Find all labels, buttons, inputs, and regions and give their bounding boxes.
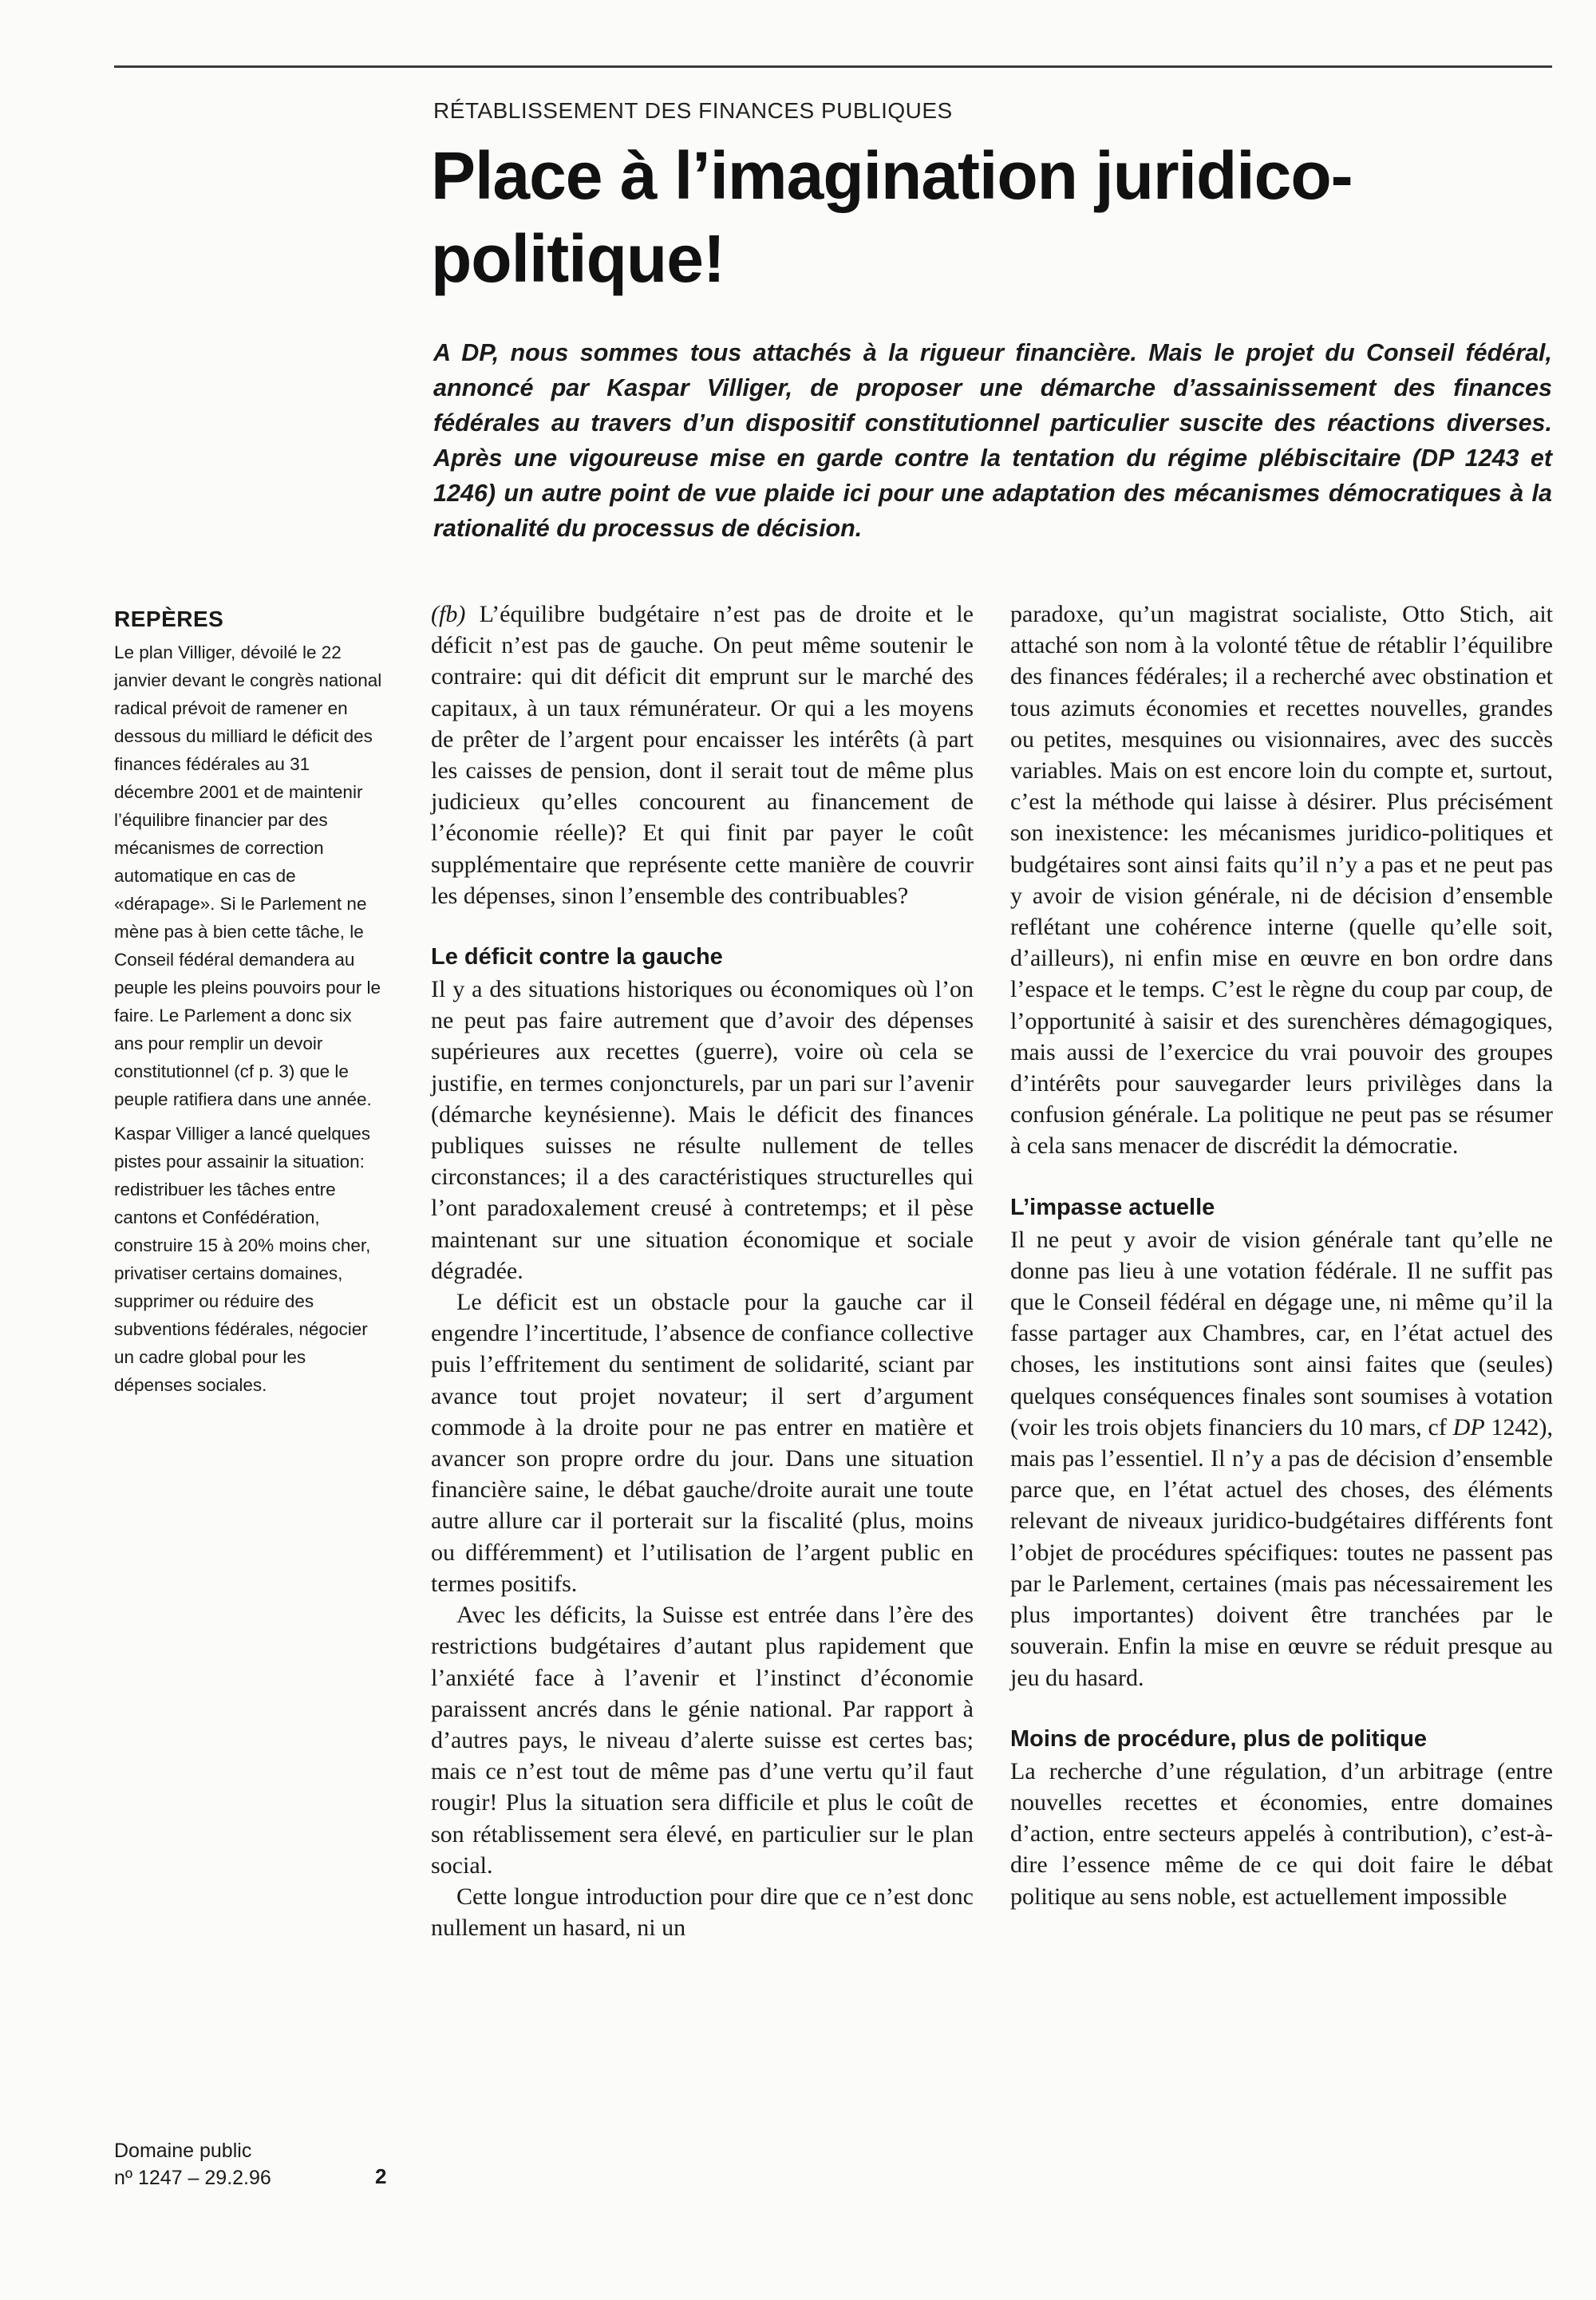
article-lead: A DP, nous sommes tous attachés à la rigueur financière. Mais le projet du Conseil fédéral, annoncé par Kaspar Villiger, de proposer une démarche d’assainissement des finances fédérales au travers d’un dispositif constitutionnel particulier suscite des réactions diverses. Après une vigoureuse mise en garde contre la tentation du régime plébiscitaire (DP 1243 et 1246) un autre point de vue plaide ici pour une adaptation des mécanismes démocratiques à la rationalité du processus de décision. (433, 339, 1552, 542)
body-text: Il ne peut y avoir de vision générale tant qu’elle ne donne pas lieu à une votation fédérale. Il ne suffit pas que le Conseil fédéral en dégage une, ni même qu’il la fasse partager aux Chambres, car, en l’état actuel des choses, les institutions sont ainsi faites que (seules) quelques conséquences finales sont soumises à votation (voir les trois objets financiers du 10 mars, cf (1010, 1226, 1553, 1440)
page-number: 2 (375, 2164, 387, 2188)
sidebar-paragraph: Le plan Villiger, dévoilé le 22 janvier devant le congrès national radical prévoit de ramener en dessous du milliard le déficit des finances fédérales au 31 décembre 2001 et de maintenir l’équilibre financier par des mécanismes de correction automatique en cas de «dérapage». Si le Parlement ne mène pas à bien cette tâche, le Conseil fédéral demandera au peuple les pleins pouvoirs pour le faire. Le Parlement a donc six ans pour remplir un devoir constitutionnel (cf p. 3) que le peuple ratifiera dans une année. (114, 642, 382, 1109)
article-column-1 (431, 599, 974, 1943)
publication-footer (114, 2137, 271, 2191)
body-text: 1242), mais pas l’essentiel. Il n’y a pas de décision d’ensemble parce que, en l’état actuel des choses, des éléments relevant de niveaux juridico-budgétaires différents font l’objet de procédures spécifiques: toutes ne passent pas par le Parlement, certaines (mais pas nécessairement les plus importantes) doivent être tranchées par le souverain. Enfin la mise en œuvre se réduit presque au jeu du hasard. (1010, 1413, 1553, 1691)
section-kicker: RÉTABLISSEMENT DES FINANCES PUBLIQUES (433, 98, 953, 123)
article-title: Place à l’imagination juridico-politique! (431, 138, 1353, 296)
body-paragraph: Le déficit est un obstacle pour la gauche car il engendre l’incertitude, l’absence de confiance collective puis l’effritement du sentiment de solidarité, sciant par avance tout projet novateur; il sert d’argument commode à la droite pour ne pas entrer en matière et avancer son propre ordre du jour. Dans une situation financière saine, le débat gauche/droite aurait une toute autre allure car il porterait sur la fiscalité (plus, moins ou différemment) et l’utilisation de l’argent public en termes positifs. (431, 1289, 974, 1597)
intro-text: L’équilibre budgétaire n’est pas de droite et le déficit n’est pas de gauche. On peut même soutenir le contraire: qui dit déficit dit emprunt sur le marché des capitaux, à un taux rémunérateur. Or qui a les moyens de prêter de l’argent pour encaisser les intérêts (à part les caisses de pension, dont il serait tout de même plus judicieux qu’elles concourent au financement de l’économie réelle)? Et qui finit par payer le coût supplémentaire que représente cette manière de couvrir les dépenses, sinon l’ensemble des contribuables? (431, 601, 974, 909)
body-paragraph (1010, 1224, 1553, 1693)
issue-info: nº 1247 – 29.2.96 (114, 2167, 271, 2189)
reperes-sidebar (114, 605, 384, 1405)
dp-reference: DP (1452, 1413, 1485, 1440)
body-paragraph: Cette longue introduction pour dire que ce n’est donc nullement un hasard, ni un (431, 1883, 974, 1942)
body-paragraph: Il y a des situations historiques ou économiques où l’on ne peut pas faire autrement que d’avoir des dépenses supérieures aux recettes (guerre), voire où cela se justifie, en termes conjoncturels, par un pari sur l’avenir (démarche keynésienne). Mais le déficit des finances publiques suisses ne résulte nullement de telles circonstances; il a des caractéristiques structurelles qui l’ont paradoxalement creusé à contretemps; et il pèse maintenant sur une situation économique et sociale dégradée. (431, 976, 974, 1284)
publication-name: Domaine public (114, 2140, 252, 2162)
body-paragraph: Avec les déficits, la Suisse est entrée dans l’ère des restrictions budgétaires d’autant plus rapidement que l’anxiété face à l’avenir et l’instinct d’économie paraissent ancrés dans le génie national. Par rapport à d’autres pays, le niveau d’alerte suisse est certes bas; mais ce n’est tout de même pas d’une vertu qu’il faut rougir! Plus la situation sera difficile et plus le coût de son rétablissement sera élevé, en particulier sur le plan social. (431, 1602, 974, 1879)
article-column-2 (1010, 599, 1553, 1912)
top-rule (114, 65, 1552, 68)
sidebar-paragraph: Kaspar Villiger a lancé quelques pistes pour assainir la situation: redistribuer les tâches entre cantons et Confédération, construire 15 à 20% moins cher, privatiser certains domaines, supprimer ou réduire des subventions fédérales, négocier un cadre global pour les dépenses sociales. (114, 1124, 371, 1395)
body-paragraph: La recherche d’une régulation, d’un arbitrage (entre nouvelles recettes et économies, entre domaines d’action, entre secteurs appelés à contribution), c’est-à-dire l’essence même de ce qui doit faire le débat politique au sens noble, est actuellement impossible (1010, 1757, 1553, 1910)
intro-paragraph (431, 599, 974, 911)
sidebar-heading: REPÈRES (114, 607, 224, 631)
author-initials: (fb) (431, 601, 466, 627)
continuation-paragraph: paradoxe, qu’un magistrat socialiste, Otto Stich, ait attaché son nom à la volonté têtue de rétablir l’équilibre des finances fédérales; il a recherché avec obstination et tous azimuts économies et recettes nouvelles, grandes ou petites, mesquines ou visionnaires, avec des succès variables. Mais on est encore loin du compte et, surtout, c’est la méthode qui laisse à désirer. Plus précisément son inexistence: les mécanismes juridico-politiques et budgétaires sont ainsi faits qu’il n’y a pas et ne peut pas y avoir de vision générale, ni de décision d’ensemble reflétant une cohérence interne (quelle qu’elle soit, d’ailleurs), ni enfin mise en œuvre en bon ordre dans l’espace et le temps. C’est le règne du coup par coup, de l’opportunité à saisir et des surenchères démagogiques, mais aussi de l’exercice du vrai pouvoir des groupes d’intérêts pour sauvegarder leurs privilèges dans la confusion générale. La politique ne peut pas se résumer à cela sans menacer de discrédit la démocratie. (1010, 601, 1553, 1160)
section-heading-procedure: Moins de procédure, plus de politique (1010, 1725, 1428, 1752)
section-heading-deficit: Le déficit contre la gauche (431, 944, 723, 970)
section-heading-impasse: L’impasse actuelle (1010, 1194, 1215, 1220)
